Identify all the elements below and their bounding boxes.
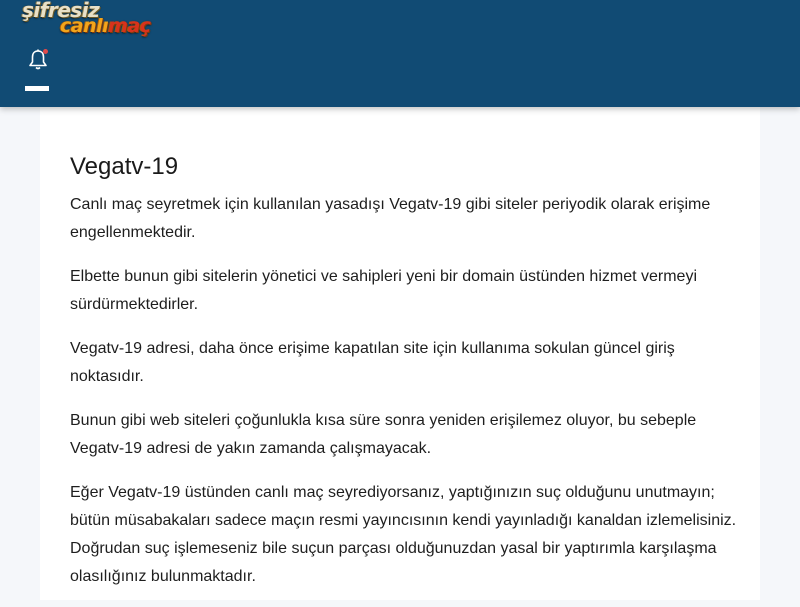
logo-line-2-b: maç (108, 15, 151, 37)
site-logo[interactable] (20, 0, 166, 40)
article-paragraph: Eğer Vegatv-19 üstünden canlı maç seyrediyorsanız, yaptığınızın suç olduğunu unutmayın; bütün müsabakaları sadece maçın resmi yayıncısının kendi yayınladığı kanaldan izlemelisiniz. Doğrudan suç işlemeseniz bile suçun parçası olduğunuzdan yasal bir yaptırımla karşılaşma olasılığınız bulunmaktadır. (70, 484, 737, 585)
article-paragraph: Canlı maç seyretmek için kullanılan yasadışı Vegatv-19 gibi siteler periyodik olarak erişime engellenmektedir. (70, 196, 711, 241)
article-card (40, 107, 760, 600)
notification-badge (43, 49, 48, 54)
menu-button[interactable] (25, 86, 49, 91)
article-paragraph: Vegatv-19 adresi, daha önce erişime kapatılan site için kullanıma sokulan güncel giriş noktasıdır. (70, 340, 675, 385)
logo-line-2 (60, 15, 151, 37)
logo-line-1: şifresiz (22, 0, 100, 22)
article-paragraph: Elbette bunun gibi sitelerin yönetici ve sahipleri yeni bir domain üstünden hizmet vermeyi sürdürmektedirler. (70, 268, 697, 313)
logo-line-2-a: canlı (60, 15, 109, 37)
article-paragraph: Bunun gibi web siteleri çoğunlukla kısa süre sonra yeniden erişilemez oluyor, bu sebeple Vegatv-19 adresi de yakın zamanda çalışmayacak. (70, 412, 697, 457)
article-body (70, 191, 740, 607)
site-header (0, 0, 800, 107)
article-title: Vegatv-19 (70, 153, 179, 180)
notifications-button[interactable] (28, 49, 48, 71)
